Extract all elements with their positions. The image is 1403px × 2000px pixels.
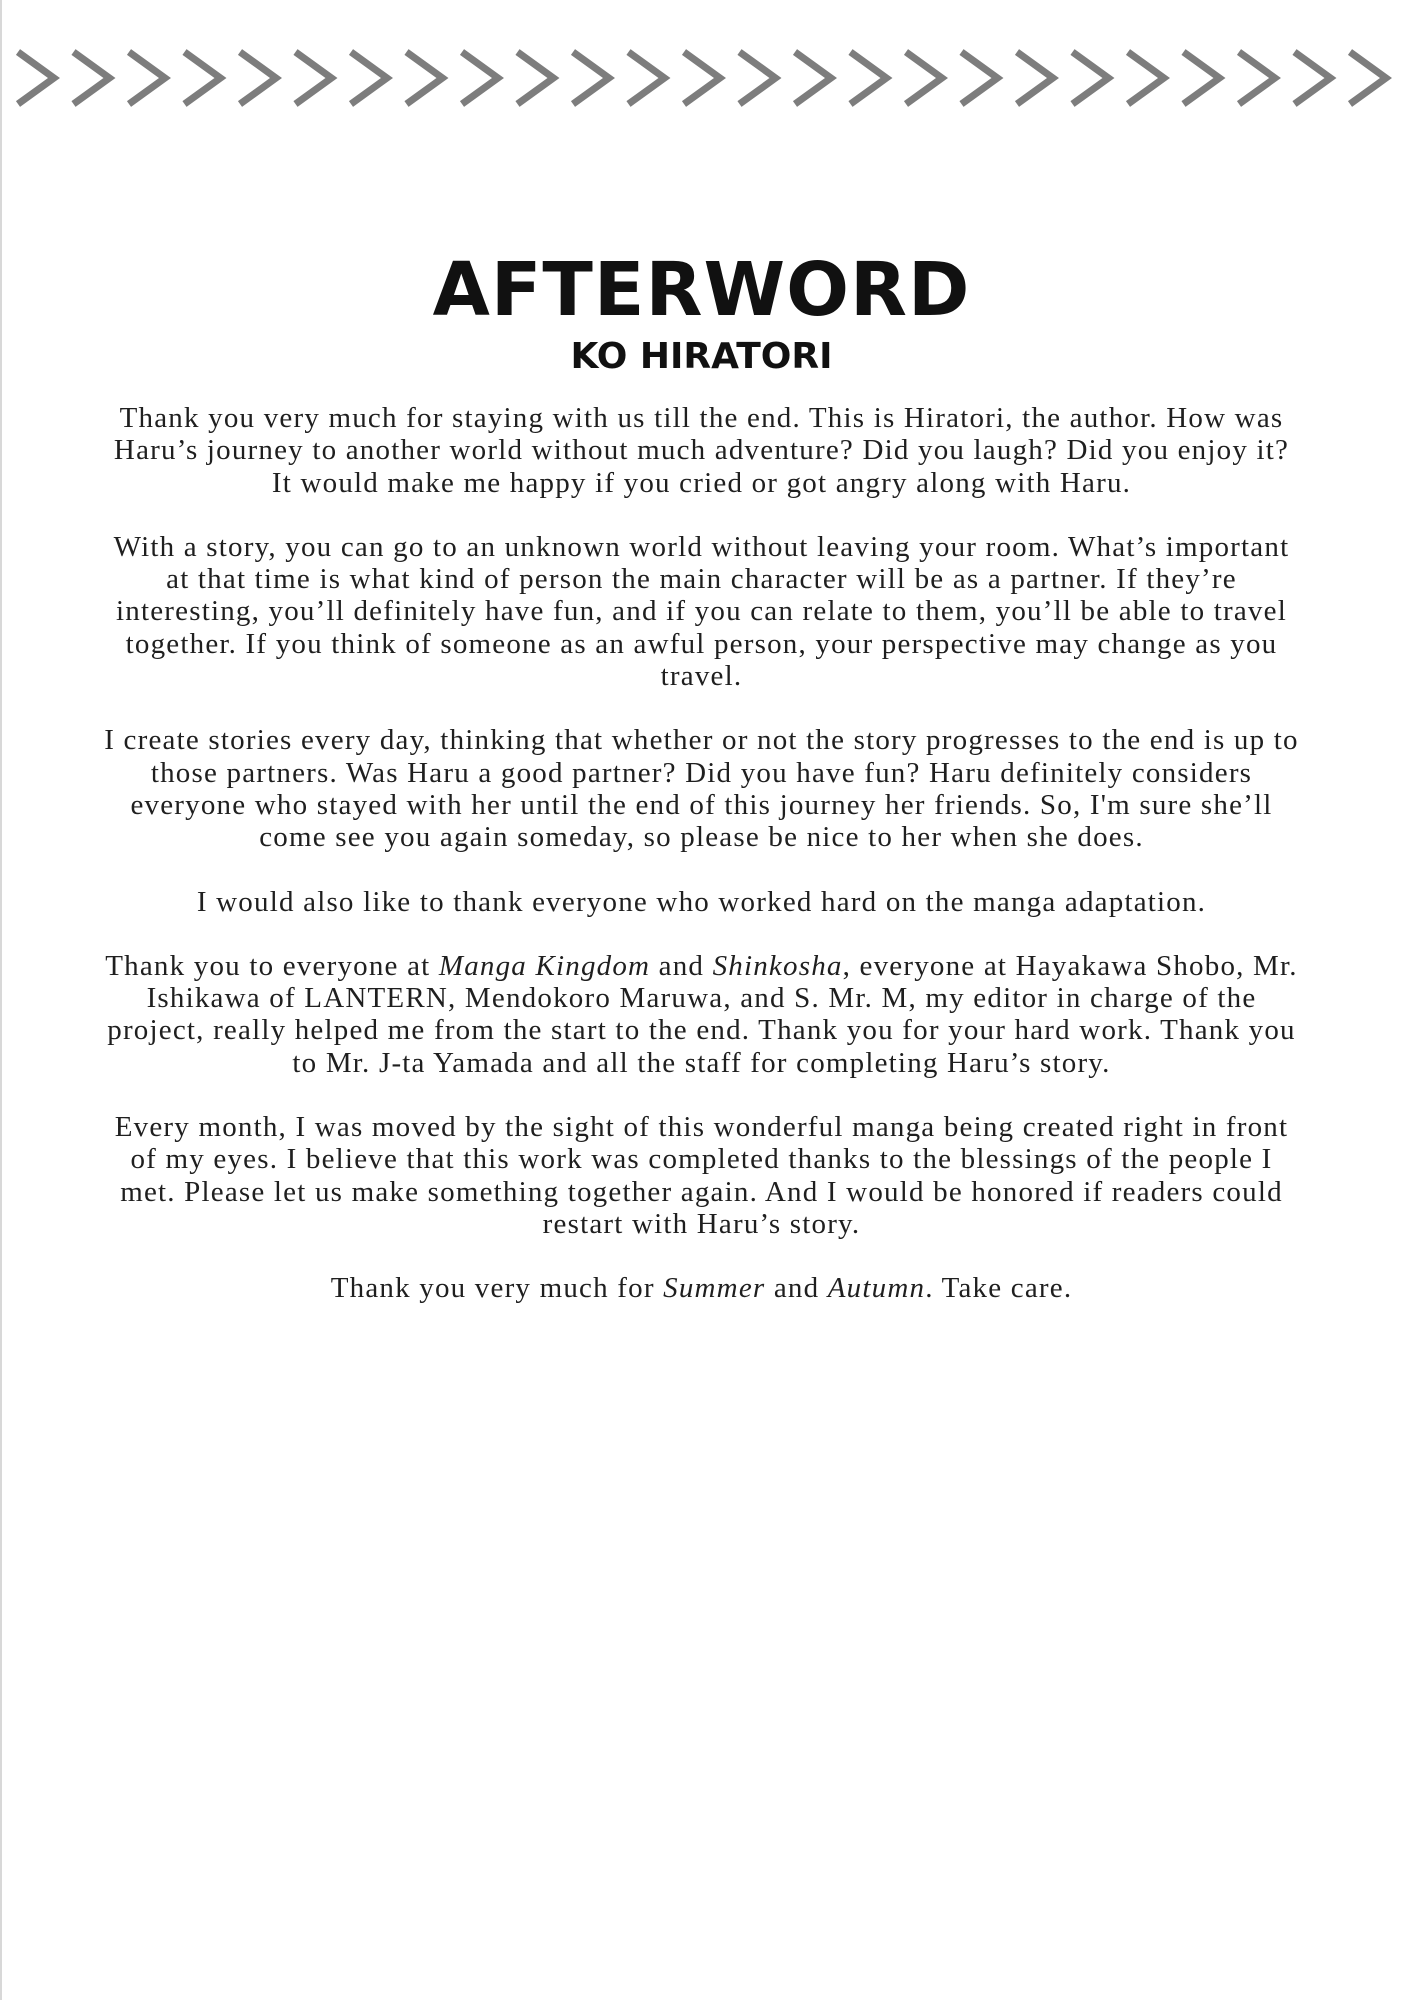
chevron-right-icon (795, 52, 831, 104)
italic-title: Summer (663, 1272, 766, 1305)
text-run: Every month, I was moved by the sight of this wonderful manga being created right in front of my eyes. I believe that this work was completed thanks to the blessings of the people I met. Please let us make something together again. And I would be honored if readers could restart with Haru’s story. (114, 1111, 1289, 1240)
chevron-right-icon (351, 52, 387, 104)
text-run: , everyone at Hayakawa Shobo, Mr. Ishikawa of LANTERN, Mendokoro Maruwa, and S. Mr. M, my editor in charge of the project, really helped me from the start to the end. Thank you for your hard work. Thank you to Mr. J-ta Yamada and all the staff for completing Haru’s story. (107, 949, 1298, 1079)
chevron-right-icon (906, 52, 942, 104)
italic-title: Autumn (827, 1272, 926, 1305)
text-run: With a story, you can go to an unknown world without leaving your room. What’s important at that time is what kind of person the main character will be as a partner. If they’re interesting, you’ll definitely have fun, and if you can relate to them, you’ll be able to travel together. If you think of someone as an awful person, your perspective may change as you travel. (113, 530, 1290, 693)
page-title: AFTERWORD (432, 247, 971, 333)
chevron-right-icon (740, 52, 776, 104)
paragraph-7 (100, 1272, 1303, 1304)
chevron-right-icon (0, 40, 1403, 120)
chevron-right-icon (129, 52, 165, 104)
chevron-border (0, 40, 1403, 120)
chevron-right-icon (1073, 52, 1109, 104)
text-run: and (765, 1272, 828, 1305)
text-run: and (650, 949, 713, 982)
chevron-right-icon (1184, 52, 1220, 104)
chevron-right-icon (1350, 52, 1386, 104)
text-run: Thank you very much for (330, 1272, 664, 1305)
text-run: Thank you very much for staying with us till the end. This is Hiratori, the author. How was Haru’s journey to another world without much adventure? Did you laugh? Did you enjoy it? It would make me happy if you cried or got angry along with Haru. (113, 402, 1290, 499)
afterword-body (100, 402, 1303, 1337)
chevron-right-icon (684, 52, 720, 104)
text-run: I would also like to thank everyone who worked hard on the manga adaptation. (196, 885, 1207, 918)
chevron-right-icon (851, 52, 887, 104)
chevron-right-icon (1295, 52, 1331, 104)
chevron-right-icon (185, 52, 221, 104)
title-block (0, 248, 1403, 378)
paragraph-2 (100, 531, 1303, 692)
paragraph-5 (100, 950, 1303, 1079)
paragraph-6 (100, 1111, 1303, 1240)
chevron-right-icon (240, 52, 276, 104)
chevron-right-icon (518, 52, 554, 104)
chevron-right-icon (1239, 52, 1275, 104)
paragraph-1 (100, 402, 1303, 499)
chevron-right-icon (18, 52, 54, 104)
chevron-right-icon (462, 52, 498, 104)
paragraph-3 (100, 724, 1303, 853)
paragraph-4 (100, 886, 1303, 918)
chevron-right-icon (629, 52, 665, 104)
author-name: KO HIRATORI (570, 336, 833, 377)
chevron-right-icon (1017, 52, 1053, 104)
text-run: I create stories every day, thinking that whether or not the story progresses to the end is up to those partners. Was Haru a good partner? Did you have fun? Haru definitely considers everyone who stayed with her until the end of this journey her friends. So, I'm sure she’ll come see you again someday, so please be nice to her when she does. (104, 724, 1299, 854)
chevron-right-icon (74, 52, 110, 104)
text-run: . Take care. (925, 1272, 1073, 1305)
italic-title: Shinkosha (712, 949, 843, 982)
chevron-right-icon (407, 52, 443, 104)
chevron-right-icon (296, 52, 332, 104)
chevron-right-icon (1128, 52, 1164, 104)
italic-title: Manga Kingdom (438, 949, 651, 982)
text-run: Thank you to everyone at (105, 949, 439, 982)
chevron-right-icon (573, 52, 609, 104)
chevron-right-icon (962, 52, 998, 104)
